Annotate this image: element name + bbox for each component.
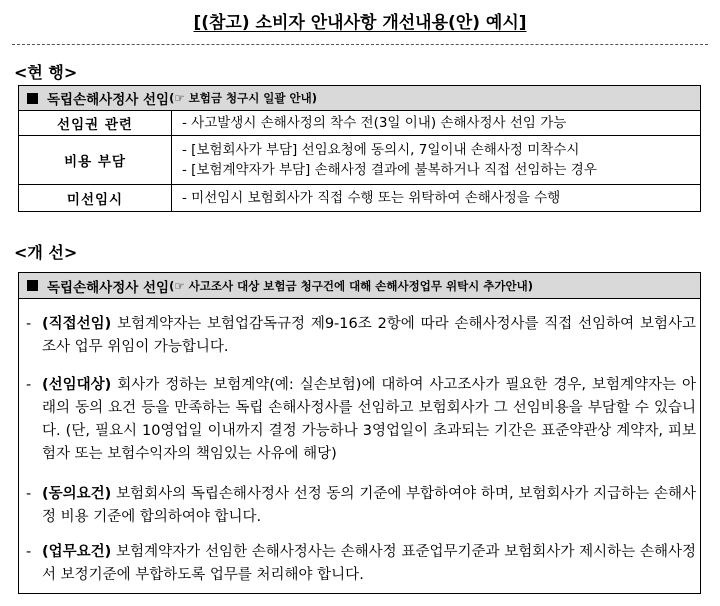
improved-section-label: <개 선> xyxy=(14,243,78,262)
row-value xyxy=(172,185,701,212)
table-row xyxy=(19,136,701,185)
dash-bullet: - xyxy=(26,377,32,393)
item-lead: (직접선임) xyxy=(42,316,112,332)
current-section-label: <현 행> xyxy=(14,63,78,82)
item-lead: (선임대상) xyxy=(42,377,112,393)
row-line: - 미선임시 보험회사가 직접 수행 또는 위탁하여 손해사정을 수행 xyxy=(182,190,561,206)
item-text: 보험계약자는 보험업감독규정 제9-16조 2항에 따라 손해사정사를 직접 선임하여 보험사고조사 업무 위임이 가능합니다. xyxy=(42,316,696,355)
row-line: - [보험회사가 부담] 선임요청에 동의시, 7일이내 손해사정 미착수시 xyxy=(182,142,580,158)
dash-bullet: - xyxy=(26,544,32,560)
current-header-main: 독립손해사정사 선임 xyxy=(47,92,170,108)
item-text: 회사가 정하는 보험계약(예: 실손보험)에 대하여 사고조사가 필요한 경우, 보험계약자는 아래의 동의 요건 등을 만족하는 독립 손해사정사를 선임하고 보험회사가 그 선임비용을 부담할 수 있습니다. (단, 필요시 10영업일 이내까지 결정 가능하나 3영업일이 초과되는 기간은 표준약관상 계약자, 피보험자 또는 보험수익자의 책임있는 사유에 해당) xyxy=(42,377,696,462)
table-row xyxy=(19,185,701,212)
item-lead: (동의요건) xyxy=(42,486,112,502)
current-header-bar xyxy=(18,85,701,111)
improved-header-main: 독립손해사정사 선임 xyxy=(47,279,170,296)
row-value xyxy=(172,111,701,136)
item-text: 보험회사의 독립손해사정사 선정 동의 기준에 부합하여야 하며, 보험회사가 지급하는 손해사정 비용 기준에 합의하여야 합니다. xyxy=(42,486,696,525)
square-bullet-icon xyxy=(27,280,38,291)
current-header-sub: (☞ 보험금 청구시 일괄 안내) xyxy=(169,91,318,105)
document-title: [(참고) 소비자 안내사항 개선내용(안) 예시] xyxy=(193,13,527,33)
row-key: 비용 부담 xyxy=(19,136,172,185)
divider xyxy=(12,44,708,45)
improved-header-sub: (☞ 사고조사 대상 보험금 청구건에 대해 손해사정업무 위탁시 추가안내) xyxy=(169,278,533,293)
square-bullet-icon xyxy=(27,93,38,104)
improved-header-bar xyxy=(18,272,701,299)
list-item xyxy=(26,483,696,529)
list-item xyxy=(26,541,696,587)
row-value xyxy=(172,136,701,185)
item-lead: (업무요건) xyxy=(42,544,112,560)
row-key: 미선임시 xyxy=(19,185,172,212)
current-table xyxy=(18,110,701,212)
list-item xyxy=(26,374,696,466)
list-item xyxy=(26,313,696,359)
dash-bullet: - xyxy=(26,316,32,332)
row-key: 선임권 관련 xyxy=(19,111,172,136)
row-line: - [보험계약자가 부담] 손해사정 결과에 불복하거나 직접 선임하는 경우 xyxy=(182,162,597,178)
item-text: 보험계약자가 선임한 손해사정사는 손해사정 표준업무기준과 보험회사가 제시하는 손해사정서 보정기준에 부합하도록 업무를 처리해야 합니다. xyxy=(42,544,696,583)
dash-bullet: - xyxy=(26,486,32,502)
row-line: - 사고발생시 손해사정의 착수 전(3일 이내) 손해사정사 선임 가능 xyxy=(182,115,567,131)
table-row xyxy=(19,111,701,136)
